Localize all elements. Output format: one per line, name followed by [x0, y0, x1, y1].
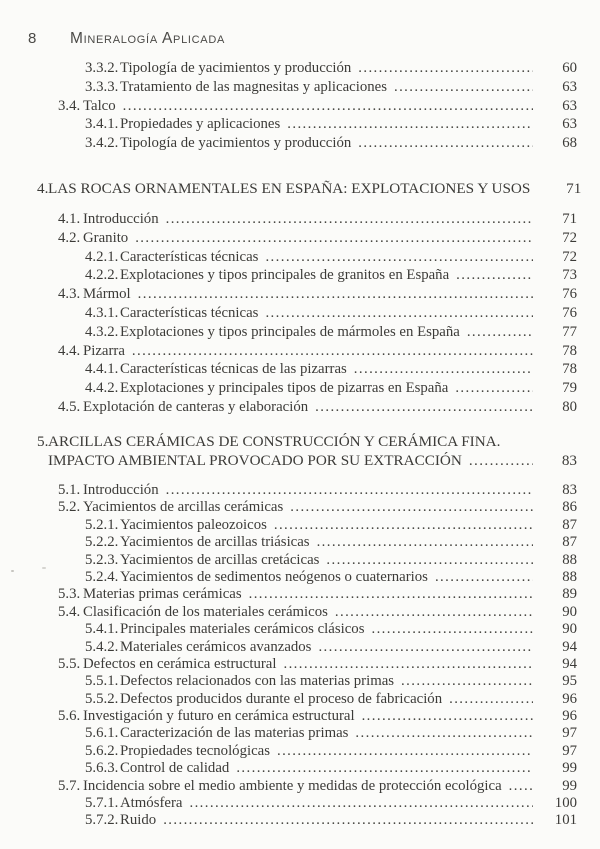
entry-number: 5.7.1.: [85, 795, 119, 812]
entry-number: 3.3.2.: [85, 60, 119, 76]
toc-entry: [0, 517, 577, 534]
leader-dots: [315, 398, 533, 417]
toc-entry: [0, 656, 577, 673]
entry-label: Yacimientos de arcillas cretácicas: [120, 551, 320, 568]
entry-page-number: 90: [562, 603, 577, 620]
toc-entry: [0, 586, 577, 603]
entry-page-number: 94: [562, 638, 577, 655]
entry-page-number: 83: [562, 482, 577, 498]
entry-label: Granito: [83, 229, 129, 246]
entry-page-number: 77: [562, 323, 577, 340]
entry-number: 5.6.1.: [85, 725, 119, 742]
leader-dots: [138, 285, 533, 304]
toc-entries: [0, 210, 577, 417]
entry-label: Explotación de canteras y elaboración: [83, 398, 309, 415]
toc-entry: [0, 482, 577, 499]
chapter-number: 5.: [37, 433, 49, 450]
leader-dots: [355, 725, 533, 742]
leader-dots: [456, 266, 533, 285]
leader-dots: [236, 760, 533, 777]
entry-page-number: 68: [562, 135, 577, 152]
entry-number: 5.4.1.: [85, 621, 119, 638]
toc-entry: [0, 210, 577, 229]
leader-dots: [166, 210, 533, 229]
entry-label: Explotaciones y principales tipos de pizarras en España: [120, 380, 449, 397]
toc-section: [0, 432, 577, 830]
entry-number: 3.3.3.: [85, 78, 119, 95]
chapter-title-text: ARCILLAS CERÁMICAS DE CONSTRUCCIÓN Y CERÁMICA FINA.: [48, 433, 501, 450]
entry-label: Defectos producidos durante el proceso de fabricación: [120, 690, 443, 707]
leader-dots: [362, 708, 533, 725]
toc-section: [0, 179, 582, 417]
entry-label: Características técnicas de las pizarras: [120, 361, 347, 378]
entry-number: 4.2.: [58, 229, 81, 246]
entry-number: 4.2.2.: [85, 267, 119, 284]
toc-entries: [0, 482, 577, 830]
entry-page-number: 79: [562, 380, 577, 397]
entry-label: Yacimientos de arcillas triásicas: [120, 534, 310, 551]
entry-page-number: 80: [562, 398, 577, 415]
header-page-number: 8: [28, 30, 37, 47]
toc-entry: [0, 534, 577, 551]
entry-page-number: 88: [562, 551, 577, 568]
leader-dots: [290, 499, 533, 516]
leader-dots: [287, 115, 533, 134]
entry-number: 5.2.4.: [85, 568, 119, 585]
chapter-title-row: [0, 179, 582, 198]
chapter-page-number: 71: [566, 180, 582, 197]
entry-page-number: 88: [562, 568, 577, 585]
toc-entry: [0, 795, 577, 812]
entry-number: 4.4.: [58, 342, 81, 359]
entry-page-number: 90: [562, 621, 577, 638]
entry-number: 5.2.: [58, 499, 81, 516]
entry-number: 3.4.: [58, 97, 81, 114]
entry-number: 5.5.2.: [85, 690, 119, 707]
toc-entry: [0, 499, 577, 516]
entry-page-number: 99: [562, 777, 577, 794]
leader-dots: [449, 691, 533, 708]
entry-page-number: 89: [562, 586, 577, 603]
entry-page-number: 63: [562, 97, 577, 114]
leader-dots: [318, 639, 533, 656]
leader-dots: [326, 552, 533, 569]
toc-entry: [0, 743, 577, 760]
leader-dots: [283, 656, 533, 673]
leader-dots: [163, 812, 533, 829]
leader-dots: [189, 795, 533, 812]
leader-dots: [358, 59, 533, 78]
leader-dots: [335, 604, 533, 621]
entry-label: Principales materiales cerámicos clásicos: [120, 621, 365, 638]
entry-label: Propiedades y aplicaciones: [120, 116, 281, 133]
entry-label: Ruido: [120, 812, 157, 829]
toc-entry: [0, 360, 577, 379]
leader-dots: [265, 248, 533, 267]
entry-label: Mármol: [83, 286, 131, 303]
leader-dots: [467, 323, 533, 342]
entry-label: Defectos relacionados con las materias primas: [120, 673, 395, 690]
leader-dots: [135, 229, 533, 248]
entry-page-number: 78: [562, 361, 577, 378]
chapter-title-text: IMPACTO AMBIENTAL PROVOCADO POR SU EXTRACCIÓN: [48, 452, 462, 469]
entry-page-number: 96: [562, 690, 577, 707]
entry-label: Tipología de yacimientos y producción: [120, 60, 352, 76]
leader-dots: [469, 451, 533, 470]
entry-page-number: 76: [562, 286, 577, 303]
entry-page-number: 73: [562, 267, 577, 284]
entry-number: 5.1.: [58, 482, 81, 498]
toc-entry: [0, 59, 577, 78]
entry-page-number: 72: [562, 229, 577, 246]
entry-label: Introducción: [83, 482, 159, 498]
entry-page-number: 87: [562, 516, 577, 533]
entry-number: 5.3.: [58, 586, 81, 603]
entry-number: 5.7.: [58, 777, 81, 794]
entry-page-number: 63: [562, 116, 577, 133]
entry-label: Características técnicas: [120, 304, 259, 321]
entry-page-number: 97: [562, 742, 577, 759]
entry-page-number: 101: [554, 812, 577, 829]
toc-entry: [0, 342, 577, 361]
toc-entry: [0, 691, 577, 708]
entry-number: 4.5.: [58, 398, 81, 415]
toc-entry: [0, 569, 577, 586]
toc-entry: [0, 248, 577, 267]
entry-number: 4.1.: [58, 211, 81, 227]
leader-dots: [354, 360, 533, 379]
entry-label: Yacimientos de sedimentos neógenos o cuaternarios: [120, 568, 428, 585]
entry-page-number: 97: [562, 725, 577, 742]
entry-label: Atmósfera: [120, 795, 183, 812]
entry-number: 5.2.2.: [85, 534, 119, 551]
entry-label: Introducción: [83, 211, 159, 227]
toc-entry: [0, 639, 577, 656]
entry-page-number: 60: [562, 60, 577, 76]
leader-dots: [274, 517, 533, 534]
leader-dots: [277, 743, 533, 760]
toc-entries: [0, 59, 577, 153]
scan-speck: [11, 570, 14, 572]
entry-page-number: 72: [562, 248, 577, 265]
chapter-page-number: 83: [561, 452, 577, 469]
entry-label: Pizarra: [83, 342, 125, 359]
toc-entry: [0, 708, 577, 725]
entry-label: Propiedades tecnológicas: [120, 742, 270, 759]
entry-label: Incidencia sobre el medio ambiente y medidas de protección ecológica: [83, 777, 502, 794]
entry-page-number: 86: [562, 499, 577, 516]
chapter-title-row: [0, 451, 577, 470]
entry-label: Yacimientos de arcillas cerámicas: [83, 499, 284, 516]
entry-number: 3.4.1.: [85, 116, 119, 133]
entry-label: Caracterización de las materias primas: [120, 725, 349, 742]
entry-label: Tipología de yacimientos y producción: [120, 135, 352, 152]
entry-page-number: 76: [562, 304, 577, 321]
entry-label: Clasificación de los materiales cerámicos: [83, 603, 328, 620]
toc-entry: [0, 285, 577, 304]
entry-page-number: 96: [562, 708, 577, 725]
entry-number: 5.2.1.: [85, 516, 119, 533]
entry-number: 4.2.1.: [85, 248, 119, 265]
entry-page-number: 63: [562, 78, 577, 95]
entry-page-number: 95: [562, 673, 577, 690]
toc-entry: [0, 398, 577, 417]
toc-entry: [0, 778, 577, 795]
leader-dots: [401, 673, 533, 690]
leader-dots: [509, 778, 533, 795]
leader-dots: [455, 379, 533, 398]
entry-page-number: 94: [562, 655, 577, 672]
leader-dots: [358, 134, 533, 153]
entry-label: Explotaciones y tipos principales de granitos en España: [120, 267, 450, 284]
toc-entry: [0, 552, 577, 569]
entry-number: 4.4.1.: [85, 361, 119, 378]
entry-number: 5.6.3.: [85, 760, 119, 777]
entry-number: 4.3.2.: [85, 323, 119, 340]
leader-dots: [132, 342, 533, 361]
leader-dots: [317, 534, 533, 551]
chapter-title-row: [0, 432, 577, 451]
leader-dots: [123, 97, 533, 116]
entry-number: 5.6.2.: [85, 742, 119, 759]
toc-section: [0, 59, 577, 153]
toc-entry: [0, 266, 577, 285]
header-running-title: Mineralogía Aplicada: [70, 30, 226, 47]
chapter-number: 4.: [37, 180, 49, 197]
entry-number: 3.4.2.: [85, 135, 119, 152]
entry-number: 5.2.3.: [85, 551, 119, 568]
entry-page-number: 71: [562, 211, 577, 227]
entry-number: 5.7.2.: [85, 812, 119, 829]
leader-dots: [166, 482, 533, 499]
entry-label: Control de calidad: [120, 760, 230, 777]
leader-dots: [265, 304, 533, 323]
entry-label: Talco: [83, 97, 116, 114]
entry-label: Características técnicas: [120, 248, 259, 265]
toc-entry: [0, 379, 577, 398]
entry-label: Yacimientos paleozoicos: [120, 516, 267, 533]
entry-number: 5.6.: [58, 708, 81, 725]
scan-speck: [42, 567, 46, 569]
toc-entry: [0, 604, 577, 621]
toc-entry: [0, 760, 577, 777]
toc-entry: [0, 229, 577, 248]
entry-page-number: 87: [562, 534, 577, 551]
entry-number: 5.4.2.: [85, 638, 119, 655]
leader-dots: [371, 621, 533, 638]
entry-label: Tratamiento de las magnesitas y aplicaciones: [120, 78, 387, 95]
entry-number: 4.4.2.: [85, 380, 119, 397]
entry-number: 5.5.1.: [85, 673, 119, 690]
toc-entry: [0, 725, 577, 742]
entry-number: 4.3.: [58, 286, 81, 303]
toc-entry: [0, 134, 577, 153]
toc-entry: [0, 621, 577, 638]
leader-dots: [249, 586, 533, 603]
entry-label: Materias primas cerámicas: [83, 586, 242, 603]
leader-dots: [435, 569, 533, 586]
toc-entry: [0, 97, 577, 116]
entry-page-number: 100: [554, 795, 577, 812]
entry-page-number: 99: [562, 760, 577, 777]
toc-entry: [0, 304, 577, 323]
toc-entry: [0, 115, 577, 134]
entry-label: Explotaciones y tipos principales de mármoles en España: [120, 323, 460, 340]
chapter-title-text: LAS ROCAS ORNAMENTALES EN ESPAÑA: EXPLOTACIONES Y USOS: [48, 180, 531, 197]
entry-page-number: 78: [562, 342, 577, 359]
entry-number: 5.4.: [58, 603, 81, 620]
toc-entry: [0, 78, 577, 97]
entry-label: Materiales cerámicos avanzados: [120, 638, 312, 655]
toc-entry: [0, 673, 577, 690]
entry-label: Investigación y futuro en cerámica estructural: [83, 708, 355, 725]
toc-entry: [0, 323, 577, 342]
toc-entry: [0, 812, 577, 829]
entry-number: 4.3.1.: [85, 304, 119, 321]
entry-label: Defectos en cerámica estructural: [83, 655, 277, 672]
leader-dots: [394, 78, 533, 97]
entry-number: 5.5.: [58, 655, 81, 672]
